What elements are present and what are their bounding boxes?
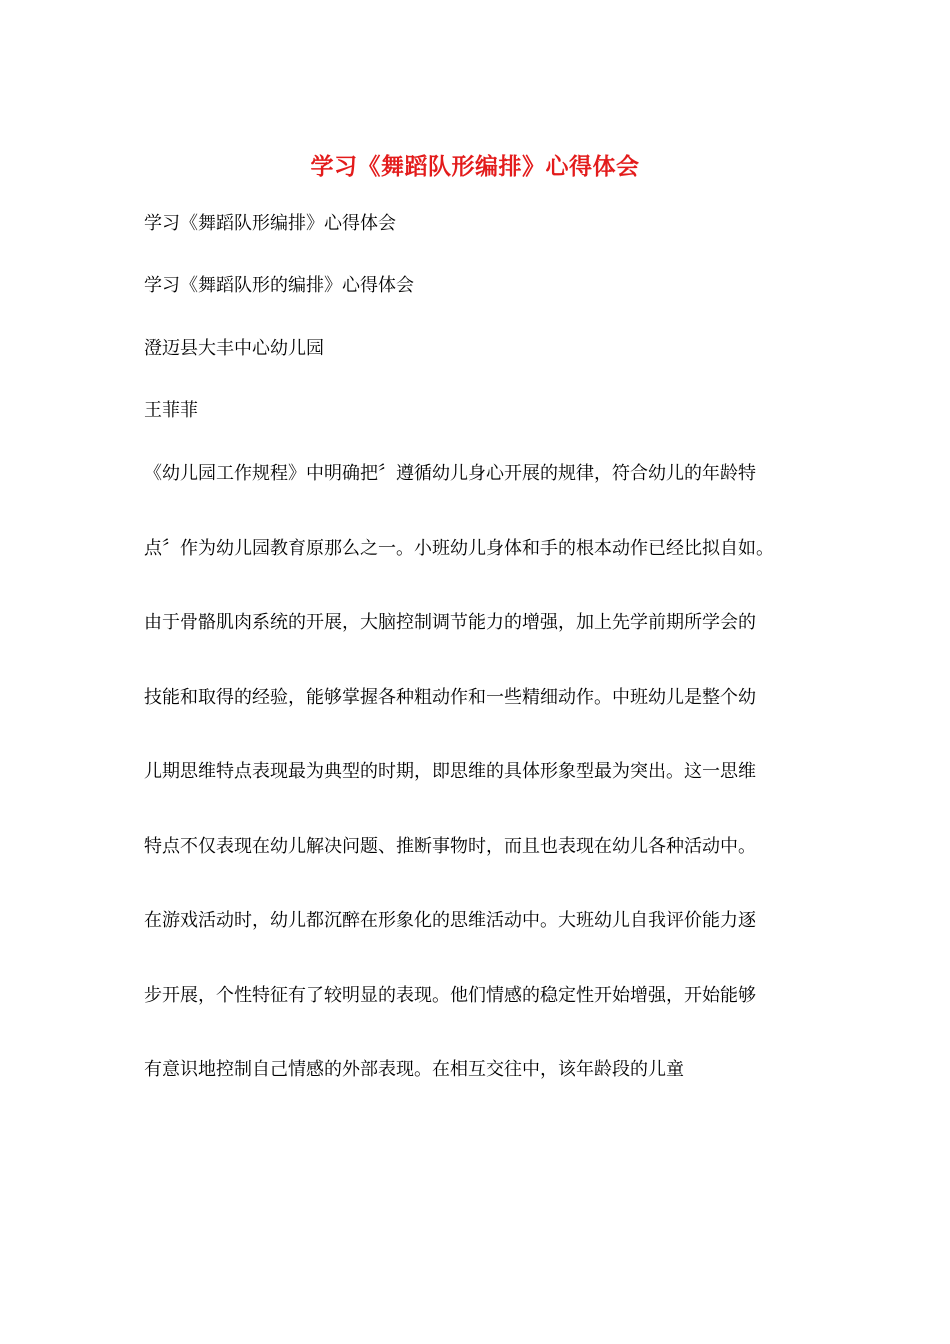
body-line: 点〞作为幼儿园教育原那么之一。小班幼儿身体和手的根本动作已经比拟自如。: [144, 538, 774, 559]
body-line: 儿期思维特点表现最为典型的时期，即思维的具体形象型最为突出。这一思维: [144, 761, 756, 782]
author-name: 王菲菲: [144, 400, 198, 421]
school-name: 澄迈县大丰中心幼儿园: [144, 338, 324, 359]
body-line: 有意识地控制自己情感的外部表现。在相互交往中，该年龄段的儿童: [144, 1059, 684, 1080]
body-line: 由于骨骼肌肉系统的开展，大脑控制调节能力的增强，加上先学前期所学会的: [144, 612, 756, 633]
subtitle-line-variant: 学习《舞蹈队形的编排》心得体会: [144, 275, 414, 296]
body-line: 特点不仅表现在幼儿解决问题、推断事物时，而且也表现在幼儿各种活动中。: [144, 836, 756, 857]
body-line: 《幼儿园工作规程》中明确把〞遵循幼儿身心开展的规律，符合幼儿的年龄特: [144, 463, 756, 484]
body-line: 技能和取得的经验，能够掌握各种粗动作和一些精细动作。中班幼儿是整个幼: [144, 687, 756, 708]
subtitle-line: 学习《舞蹈队形编排》心得体会: [144, 213, 396, 234]
document-title: 学习《舞蹈队形编排》心得体会: [310, 154, 640, 180]
body-line: 步开展，个性特征有了较明显的表现。他们情感的稳定性开始增强，开始能够: [144, 985, 756, 1006]
body-line: 在游戏活动时，幼儿都沉醉在形象化的思维活动中。大班幼儿自我评价能力逐: [144, 910, 756, 931]
